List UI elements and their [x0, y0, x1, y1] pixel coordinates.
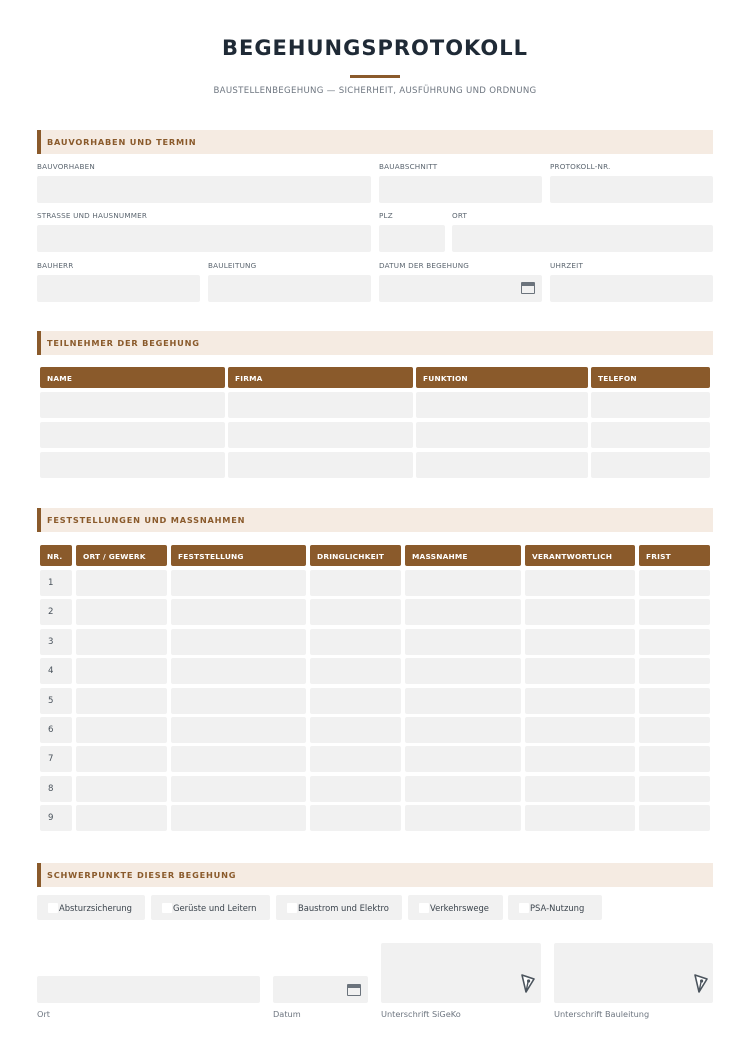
section-heading-text: BAUVORHABEN UND TERMIN [47, 137, 197, 147]
column-header-firma: FIRMA [228, 367, 413, 388]
finding-cell[interactable] [171, 570, 306, 596]
column-header-feststellung: FESTSTELLUNG [171, 545, 306, 566]
finding-cell[interactable] [525, 688, 635, 714]
finding-cell[interactable] [76, 570, 167, 596]
bauvorhaben-field[interactable] [37, 176, 371, 203]
calendar-icon[interactable] [521, 282, 535, 294]
section-heading-feststellungen [37, 508, 713, 532]
finding-row-number: 2 [40, 599, 72, 625]
finding-cell[interactable] [310, 658, 401, 684]
pen-icon [519, 973, 537, 993]
protokoll-nr-field[interactable] [550, 176, 713, 203]
checkbox[interactable] [162, 903, 172, 913]
finding-cell[interactable] [525, 746, 635, 772]
finding-row-number: 5 [40, 688, 72, 714]
column-header-verantwortlich: VERANTWORTLICH [525, 545, 635, 566]
finding-cell[interactable] [310, 717, 401, 743]
datum-signature-field[interactable] [273, 976, 368, 1003]
pen-icon [692, 973, 710, 993]
finding-row-number: 7 [40, 746, 72, 772]
option-label: PSA-Nutzung [530, 903, 585, 913]
section-heading-text: SCHWERPUNKTE DIESER BEGEHUNG [47, 870, 237, 880]
finding-cell[interactable] [310, 776, 401, 802]
finding-row-number: 8 [40, 776, 72, 802]
participant-cell[interactable] [40, 392, 225, 418]
finding-cell[interactable] [310, 805, 401, 831]
participant-cell[interactable] [591, 452, 710, 478]
label-plz: PLZ [379, 211, 393, 220]
section-heading-schwerpunkte [37, 863, 713, 887]
finding-cell[interactable] [310, 746, 401, 772]
finding-cell[interactable] [76, 658, 167, 684]
finding-cell[interactable] [525, 570, 635, 596]
finding-cell[interactable] [171, 629, 306, 655]
option-label: Absturzsicherung [59, 903, 132, 913]
participant-cell[interactable] [228, 422, 413, 448]
column-header-massnahme: MASSNAHME [405, 545, 521, 566]
bauabschnitt-field[interactable] [379, 176, 542, 203]
finding-cell[interactable] [525, 658, 635, 684]
label-bauleitung: BAULEITUNG [208, 261, 257, 270]
finding-row-number: 4 [40, 658, 72, 684]
checkbox[interactable] [48, 903, 58, 913]
title-divider [350, 75, 400, 78]
finding-cell[interactable] [405, 746, 521, 772]
finding-row-number: 3 [40, 629, 72, 655]
finding-row-number: 6 [40, 717, 72, 743]
participant-cell[interactable] [416, 392, 588, 418]
label-bauvorhaben: BAUVORHABEN [37, 162, 95, 171]
finding-cell[interactable] [76, 776, 167, 802]
finding-cell[interactable] [310, 599, 401, 625]
checkbox[interactable] [287, 903, 297, 913]
finding-cell[interactable] [76, 746, 167, 772]
participant-cell[interactable] [228, 392, 413, 418]
option-label: Verkehrswege [430, 903, 489, 913]
participant-cell[interactable] [228, 452, 413, 478]
finding-cell[interactable] [525, 629, 635, 655]
plz-field[interactable] [379, 225, 445, 252]
uhrzeit-field[interactable] [550, 275, 713, 302]
ort-field[interactable] [452, 225, 713, 252]
signature-sigeko-label: Unterschrift SiGeKo [381, 1009, 461, 1019]
signature-bauleitung-label: Unterschrift Bauleitung [554, 1009, 650, 1019]
column-header-frist: FRIST [639, 545, 710, 566]
finding-cell[interactable] [405, 599, 521, 625]
column-header-funktion: FUNKTION [416, 367, 588, 388]
ort-signature-field[interactable] [37, 976, 260, 1003]
finding-cell[interactable] [639, 776, 710, 802]
label-datum: DATUM DER BEGEHUNG [379, 261, 470, 270]
participant-cell[interactable] [416, 452, 588, 478]
finding-cell[interactable] [171, 776, 306, 802]
signature-bauleitung-field[interactable] [554, 943, 713, 1003]
section-heading-bauvorhaben [37, 130, 713, 154]
finding-row-number: 1 [40, 570, 72, 596]
option-absturzsicherung[interactable] [37, 895, 145, 920]
signature-sigeko-field[interactable] [381, 943, 541, 1003]
finding-cell[interactable] [405, 629, 521, 655]
finding-cell[interactable] [310, 570, 401, 596]
column-header-nr: NR. [40, 545, 72, 566]
label-bauabschnitt: BAUABSCHNITT [379, 162, 438, 171]
datum-field[interactable] [379, 275, 542, 302]
option-baustrom[interactable] [276, 895, 402, 920]
label-uhrzeit: UHRZEIT [550, 261, 584, 270]
option-gerueste[interactable] [151, 895, 270, 920]
participant-cell[interactable] [40, 422, 225, 448]
finding-cell[interactable] [639, 658, 710, 684]
finding-cell[interactable] [525, 717, 635, 743]
label-strasse: STRASSE UND HAUSNUMMER [37, 211, 148, 220]
participant-cell[interactable] [591, 392, 710, 418]
label-ort: ORT [452, 211, 468, 220]
bauherr-field[interactable] [37, 275, 200, 302]
finding-cell[interactable] [639, 688, 710, 714]
checkbox[interactable] [419, 903, 429, 913]
column-header-dringlichkeit: DRINGLICHKEIT [310, 545, 401, 566]
finding-cell[interactable] [171, 658, 306, 684]
finding-cell[interactable] [310, 688, 401, 714]
column-header-name: NAME [40, 367, 225, 388]
finding-cell[interactable] [171, 746, 306, 772]
finding-cell[interactable] [171, 717, 306, 743]
option-label: Baustrom und Elektro [298, 903, 389, 913]
finding-cell[interactable] [639, 629, 710, 655]
finding-cell[interactable] [405, 805, 521, 831]
section-heading-text: FESTSTELLUNGEN UND MASSNAHMEN [47, 515, 246, 525]
finding-cell[interactable] [639, 570, 710, 596]
option-psa-nutzung[interactable] [508, 895, 602, 920]
finding-cell[interactable] [639, 717, 710, 743]
finding-cell[interactable] [405, 658, 521, 684]
finding-cell[interactable] [76, 599, 167, 625]
page-subtitle: BAUSTELLENBEGEHUNG — SICHERHEIT, AUSFÜHRUNG UND ORDNUNG [213, 86, 537, 96]
finding-cell[interactable] [76, 805, 167, 831]
finding-cell[interactable] [639, 746, 710, 772]
finding-cell[interactable] [525, 599, 635, 625]
bauleitung-field[interactable] [208, 275, 371, 302]
label-protokoll-nr: PROTOKOLL-NR. [550, 162, 611, 171]
finding-cell[interactable] [76, 717, 167, 743]
column-header-telefon: TELEFON [591, 367, 710, 388]
finding-cell[interactable] [639, 599, 710, 625]
finding-cell[interactable] [76, 629, 167, 655]
finding-cell[interactable] [525, 805, 635, 831]
finding-cell[interactable] [525, 776, 635, 802]
finding-cell[interactable] [171, 599, 306, 625]
calendar-icon[interactable] [347, 984, 361, 996]
label-bauherr: BAUHERR [37, 261, 74, 270]
finding-cell[interactable] [171, 688, 306, 714]
section-heading-teilnehmer [37, 331, 713, 355]
column-header-ort-gewerk: ORT / GEWERK [76, 545, 167, 566]
participant-cell[interactable] [40, 452, 225, 478]
section-heading-text: TEILNEHMER DER BEGEHUNG [47, 338, 200, 348]
strasse-field[interactable] [37, 225, 371, 252]
finding-cell[interactable] [405, 717, 521, 743]
datum-label: Datum [273, 1009, 301, 1019]
finding-cell[interactable] [405, 776, 521, 802]
ort-label: Ort [37, 1009, 51, 1019]
participant-cell[interactable] [416, 422, 588, 448]
finding-cell[interactable] [639, 805, 710, 831]
finding-cell[interactable] [171, 805, 306, 831]
finding-cell[interactable] [76, 688, 167, 714]
finding-cell[interactable] [310, 629, 401, 655]
page-title: BEGEHUNGSPROTOKOLL [221, 36, 529, 60]
option-verkehrswege[interactable] [408, 895, 503, 920]
checkbox[interactable] [519, 903, 529, 913]
participant-cell[interactable] [591, 422, 710, 448]
finding-cell[interactable] [405, 688, 521, 714]
finding-row-number: 9 [40, 805, 72, 831]
finding-cell[interactable] [405, 570, 521, 596]
option-label: Gerüste und Leitern [173, 903, 257, 913]
